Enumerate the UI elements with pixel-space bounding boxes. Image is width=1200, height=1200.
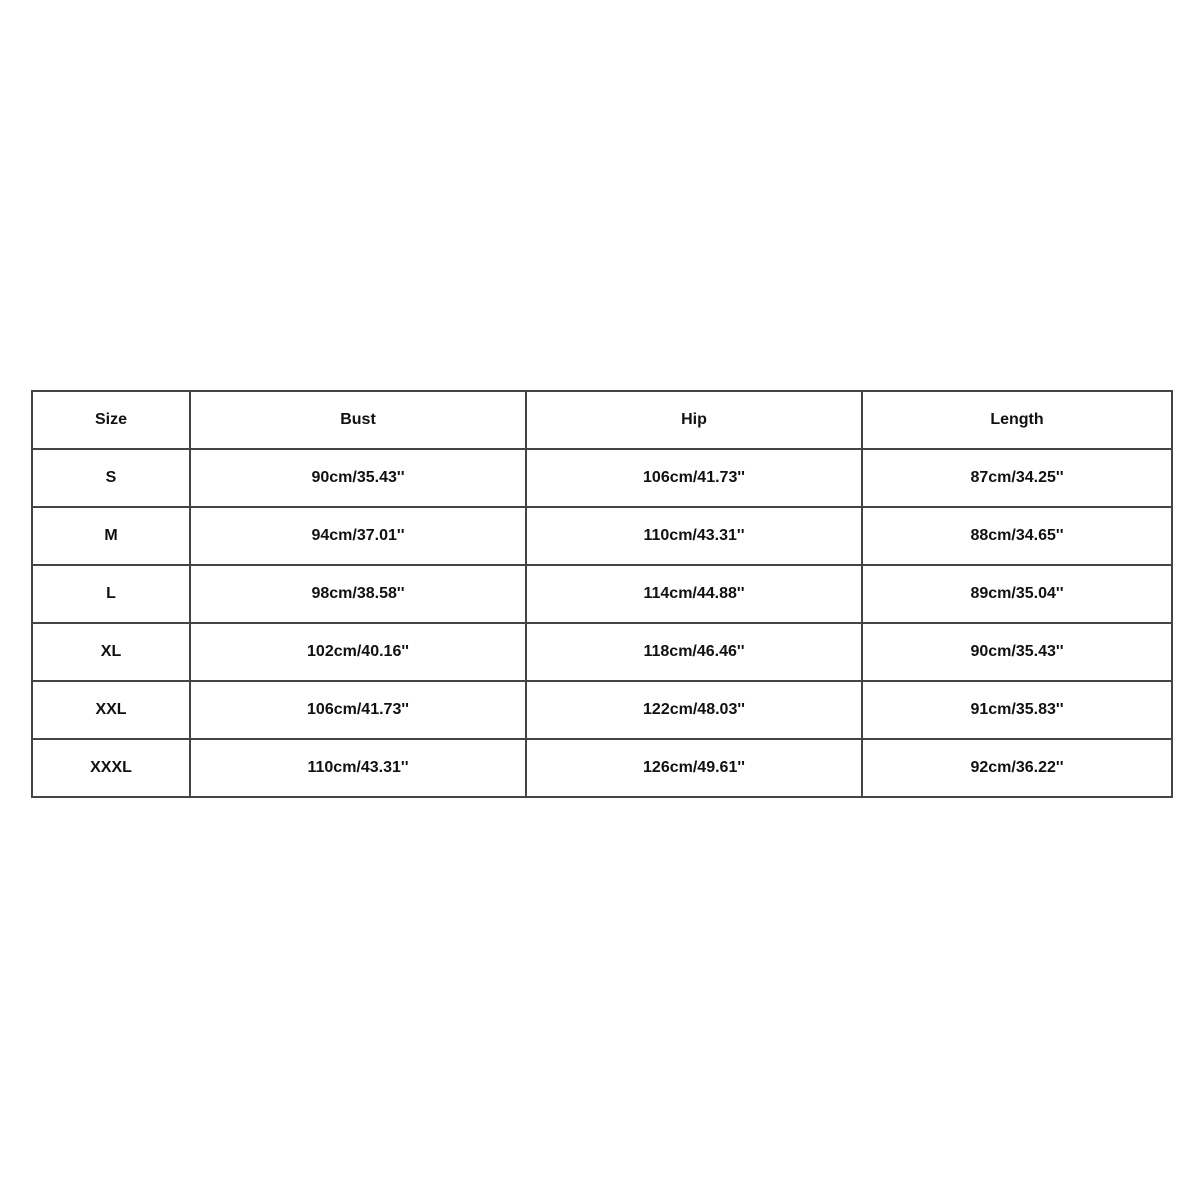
length-cell: 90cm/35.43'' [862, 623, 1172, 681]
table-row [32, 623, 1172, 681]
size-cell: L [32, 565, 190, 623]
length-cell: 92cm/36.22'' [862, 739, 1172, 797]
header-length: Length [862, 391, 1172, 449]
size-chart-table [31, 390, 1173, 798]
hip-cell: 126cm/49.61'' [526, 739, 862, 797]
size-cell: XXXL [32, 739, 190, 797]
table-row [32, 449, 1172, 507]
hip-cell: 118cm/46.46'' [526, 623, 862, 681]
bust-cell: 102cm/40.16'' [190, 623, 526, 681]
bust-cell: 110cm/43.31'' [190, 739, 526, 797]
length-cell: 89cm/35.04'' [862, 565, 1172, 623]
bust-cell: 106cm/41.73'' [190, 681, 526, 739]
header-bust: Bust [190, 391, 526, 449]
table-row [32, 739, 1172, 797]
hip-cell: 122cm/48.03'' [526, 681, 862, 739]
size-cell: S [32, 449, 190, 507]
header-row [32, 391, 1172, 449]
size-cell: XL [32, 623, 190, 681]
header-size: Size [32, 391, 190, 449]
table-row [32, 565, 1172, 623]
length-cell: 87cm/34.25'' [862, 449, 1172, 507]
size-chart-header [32, 391, 1172, 449]
size-chart-body [32, 449, 1172, 797]
size-cell: XXL [32, 681, 190, 739]
hip-cell: 110cm/43.31'' [526, 507, 862, 565]
bust-cell: 90cm/35.43'' [190, 449, 526, 507]
length-cell: 88cm/34.65'' [862, 507, 1172, 565]
length-cell: 91cm/35.83'' [862, 681, 1172, 739]
table-row [32, 507, 1172, 565]
header-hip: Hip [526, 391, 862, 449]
hip-cell: 114cm/44.88'' [526, 565, 862, 623]
bust-cell: 94cm/37.01'' [190, 507, 526, 565]
size-cell: M [32, 507, 190, 565]
table-row [32, 681, 1172, 739]
hip-cell: 106cm/41.73'' [526, 449, 862, 507]
bust-cell: 98cm/38.58'' [190, 565, 526, 623]
